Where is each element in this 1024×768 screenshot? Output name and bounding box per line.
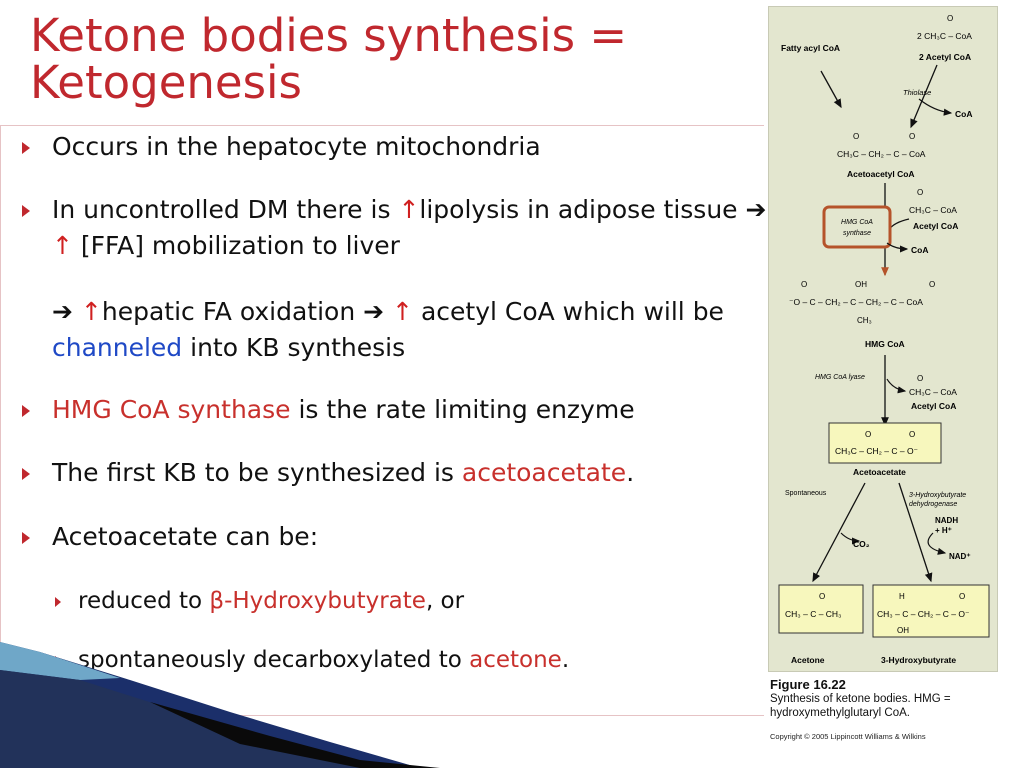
- slide-title: Ketone bodies synthesis = Ketogenesis: [30, 9, 628, 110]
- aac-o2: O: [909, 430, 916, 439]
- acetyl-formula: 2 CH₃C – CoA: [917, 31, 972, 41]
- hmg-formula: ⁻O – C – CH₂ – C – CH₂ – C – CoA: [789, 297, 923, 307]
- dehydrogenase-label-2: dehydrogenase: [909, 501, 958, 508]
- coa-1: CoA: [955, 109, 973, 119]
- bullet-icon: [22, 142, 30, 154]
- bullet-mitochondria: Occurs in the hepatocyte mitochondria: [52, 132, 541, 161]
- highlight-acetone: acetone: [469, 647, 562, 673]
- coa-2: CoA: [911, 245, 929, 255]
- up-arrow-icon: ↑: [52, 231, 73, 260]
- hmg-ch3: CH₃: [857, 316, 872, 325]
- acetyl-o: O: [947, 14, 954, 23]
- spontaneous-label: Spontaneous: [785, 490, 827, 497]
- hmg-o1: O: [801, 280, 808, 289]
- title-divider: [0, 125, 764, 126]
- up-arrow-icon: ↑: [398, 195, 420, 224]
- highlight-hydroxybutyrate: β-Hydroxybutyrate: [209, 588, 426, 614]
- aac-o1: O: [865, 430, 872, 439]
- bullet-icon: [22, 405, 30, 417]
- acetoacetyl-coa: Acetoacetyl CoA: [847, 169, 915, 179]
- bullet-hmg-synthase: HMG CoA synthase is the rate limiting enzyme: [52, 395, 635, 424]
- bullet-uncontrolled-dm: In uncontrolled DM there is ↑lipolysis in adipose tissue ➔ ↑ [FFA] mobilization to liver: [52, 195, 767, 260]
- dehydrogenase-label-1: 3-Hydroxybutyrate: [909, 492, 967, 499]
- hmg-oh: OH: [855, 280, 867, 289]
- arrow-nad: [928, 533, 945, 553]
- bullet-acetoacetate-can-be: Acetoacetate can be:: [52, 522, 319, 551]
- acetoacetyl-formula: CH₃C – CH₂ – C – CoA: [837, 149, 926, 159]
- synthase-label-1: HMG CoA: [841, 219, 873, 226]
- hmg-o2: O: [929, 280, 936, 289]
- bullet-icon: [22, 468, 30, 480]
- bullet-first-kb: The first KB to be synthesized is acetoacetate.: [52, 458, 635, 487]
- paragraph-fa-oxidation: ➔ ↑hepatic FA oxidation ➔ ↑ acetyl CoA which will be channeled into KB synthesis: [52, 297, 724, 362]
- up-arrow-icon: ↑: [384, 297, 413, 326]
- acetyl-out-o: O: [917, 374, 924, 383]
- pathway-figure: [768, 6, 998, 672]
- sub-bullet-decarboxylated: spontaneously decarboxylated to acetone.: [78, 647, 570, 673]
- co2-label: CO₂: [853, 539, 870, 549]
- acetyl-coa-2: Acetyl CoA: [913, 221, 959, 231]
- highlight-channeled: channeled: [52, 333, 183, 362]
- acetone-label: Acetone: [791, 655, 825, 665]
- synthase-box: [824, 207, 890, 247]
- bullet-icon: [22, 205, 30, 217]
- hmg-coa: HMG CoA: [865, 339, 905, 349]
- synthase-label-2: synthase: [842, 230, 872, 237]
- figure-number: Figure 16.22: [770, 677, 846, 692]
- arrow-to-acetone: [813, 483, 865, 581]
- caption-text: Synthesis of ketone bodies. HMG = hydroxymethylglutaryl CoA.: [770, 693, 951, 719]
- sub-bullet-reduced: reduced to β-Hydroxybutyrate, or: [78, 588, 465, 614]
- up-arrow-icon: ↑: [80, 297, 102, 326]
- highlight-hmg-synthase: HMG CoA synthase: [52, 395, 291, 424]
- hb-h: H: [899, 592, 905, 601]
- acetoacetate-label: Acetoacetate: [853, 467, 906, 477]
- right-arrow-icon: ➔: [52, 297, 81, 326]
- hmg-lyase: HMG CoA lyase: [815, 374, 865, 381]
- acetoacetate-box: [829, 423, 941, 463]
- aa-o2: O: [909, 132, 916, 141]
- right-arrow-icon: ➔: [363, 297, 385, 326]
- nad-label: NAD⁺: [949, 552, 971, 561]
- nadh-label-1: NADH: [935, 516, 959, 525]
- acetone-formula: CH₃ – C – CH₃: [785, 609, 842, 619]
- fatty-acyl-coa: Fatty acyl CoA: [781, 43, 841, 53]
- copyright-text: Copyright © 2005 Lippincott Williams & Wilkins: [770, 732, 926, 741]
- decorative-swoosh: [0, 640, 440, 768]
- thiolase-label: Thiolase: [903, 88, 932, 97]
- acetyl-in-o: O: [917, 188, 924, 197]
- hb-oh: OH: [897, 626, 909, 635]
- right-arrow-icon: ➔: [745, 195, 767, 224]
- nadh-label-2: + H⁺: [935, 526, 952, 535]
- bullet-icon: [22, 532, 30, 544]
- acetyl-out-formula: CH₃C – CoA: [909, 387, 957, 397]
- arrow-fatty-acyl: [821, 71, 841, 107]
- sub-bullet-icon: [55, 597, 61, 607]
- aa-o1: O: [853, 132, 860, 141]
- hb-o: O: [959, 592, 966, 601]
- acetone-o: O: [819, 592, 826, 601]
- two-acetyl-coa: 2 Acetyl CoA: [919, 52, 972, 62]
- acetyl-in-formula: CH₃C – CoA: [909, 205, 957, 215]
- arrow-coa-out-1: [919, 99, 951, 113]
- hydroxybutyrate-label: 3-Hydroxybutyrate: [881, 655, 957, 665]
- acetyl-coa-3: Acetyl CoA: [911, 401, 957, 411]
- hb-formula: CH₃ – C – CH₂ – C – O⁻: [877, 609, 970, 619]
- arrow-acetyl-out: [887, 379, 905, 391]
- highlight-acetoacetate: acetoacetate: [461, 458, 627, 487]
- figure-caption: [770, 678, 1010, 744]
- acetoacetate-formula: CH₃C – CH₂ – C – O⁻: [835, 446, 919, 456]
